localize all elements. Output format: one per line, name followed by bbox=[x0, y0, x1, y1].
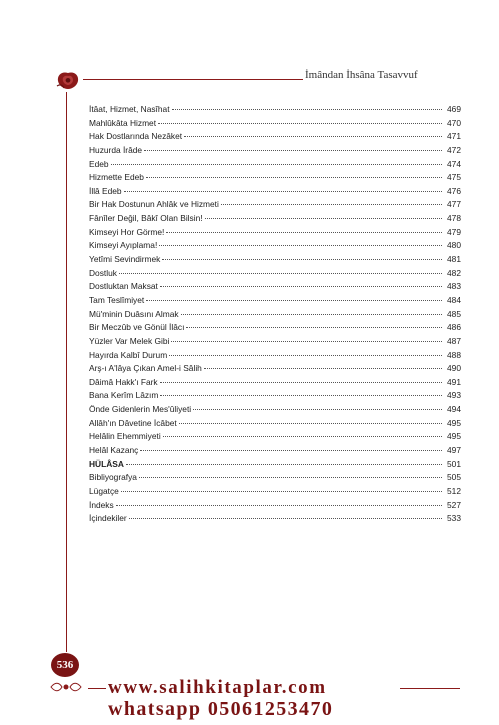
toc-entry bbox=[89, 512, 461, 526]
toc-entry bbox=[89, 144, 461, 158]
toc-entry-page: 495 bbox=[447, 417, 461, 428]
toc-entry-title: Fânîler Değil, Bâkî Olan Bilsin! bbox=[89, 213, 203, 224]
toc-entry-page: 470 bbox=[447, 117, 461, 128]
running-title: İmândan İhsâna Tasavvuf bbox=[305, 69, 418, 81]
toc-leader-dots bbox=[144, 150, 442, 151]
toc-entry bbox=[89, 362, 461, 376]
toc-leader-dots bbox=[146, 177, 442, 178]
toc-entry-title: Hayırda Kalbî Durum bbox=[89, 349, 168, 360]
toc-entry bbox=[89, 335, 461, 349]
toc-entry-page: 495 bbox=[447, 431, 461, 442]
toc-leader-dots bbox=[129, 518, 442, 519]
toc-entry-page: 474 bbox=[447, 158, 461, 169]
toc-entry-title: Bibliyografya bbox=[89, 472, 137, 483]
toc-leader-dots bbox=[139, 477, 442, 478]
whatsapp-contact: whatsapp 05061253470 bbox=[108, 698, 334, 720]
toc-entry-page: 472 bbox=[447, 144, 461, 155]
toc-entry bbox=[89, 444, 461, 458]
toc-entry-page: 505 bbox=[447, 472, 461, 483]
toc-leader-dots bbox=[160, 286, 442, 287]
toc-leader-dots bbox=[160, 395, 442, 396]
toc-leader-dots bbox=[186, 327, 442, 328]
toc-entry bbox=[89, 499, 461, 513]
website-url: www.salihkitaplar.com bbox=[108, 677, 327, 698]
toc-entry bbox=[89, 267, 461, 281]
toc-entry-page: 471 bbox=[447, 131, 461, 142]
toc-leader-dots bbox=[160, 382, 442, 383]
margin-rule bbox=[66, 92, 67, 652]
toc-leader-dots bbox=[169, 355, 442, 356]
toc-entry-page: 469 bbox=[447, 104, 461, 114]
toc-leader-dots bbox=[221, 204, 442, 205]
toc-entry-title: İçindekiler bbox=[89, 513, 127, 524]
toc-entry-page: 512 bbox=[447, 485, 461, 496]
toc-entry bbox=[89, 198, 461, 212]
toc-entry-title: Hizmette Edeb bbox=[89, 172, 144, 183]
floral-ornament-icon bbox=[49, 680, 83, 694]
toc-entry bbox=[89, 253, 461, 267]
toc-leader-dots bbox=[140, 450, 442, 451]
toc-leader-dots bbox=[172, 109, 442, 110]
toc-leader-dots bbox=[158, 123, 442, 124]
toc-leader-dots bbox=[116, 505, 442, 506]
toc-leader-dots bbox=[126, 464, 442, 465]
toc-entry-page: 479 bbox=[447, 226, 461, 237]
toc-entry bbox=[89, 239, 461, 253]
toc-entry-title: Mahlûkâta Hizmet bbox=[89, 117, 157, 128]
toc-entry-page: 488 bbox=[447, 349, 461, 360]
toc-entry-title: İllâ Edeb bbox=[89, 185, 122, 196]
toc-entry-page: 477 bbox=[447, 199, 461, 210]
toc-leader-dots bbox=[205, 218, 442, 219]
toc-entry bbox=[89, 171, 461, 185]
toc-entry bbox=[89, 389, 461, 403]
toc-entry bbox=[89, 294, 461, 308]
toc-entry-page: 484 bbox=[447, 294, 461, 305]
toc-entry-title: İtâat, Hizmet, Nasîhat bbox=[89, 104, 170, 114]
toc-entry bbox=[89, 103, 461, 117]
toc-entry-title: Bana Kerîm Lâzım bbox=[89, 390, 159, 401]
toc-entry-page: 475 bbox=[447, 172, 461, 183]
toc-entry-page: 493 bbox=[447, 390, 461, 401]
toc-entry-title: Yüzler Var Melek Gibi bbox=[89, 335, 170, 346]
toc-entry-page: 533 bbox=[447, 513, 461, 524]
toc-leader-dots bbox=[163, 436, 442, 437]
toc-entry-page: 527 bbox=[447, 499, 461, 510]
toc-entry-title: Tam Teslîmiyet bbox=[89, 294, 145, 305]
toc-leader-dots bbox=[159, 245, 442, 246]
toc-entry-title: Önde Gidenlerin Mes'ûliyeti bbox=[89, 404, 192, 415]
toc-entry bbox=[89, 321, 461, 335]
toc-entry-page: 476 bbox=[447, 185, 461, 196]
toc-leader-dots bbox=[181, 314, 442, 315]
rose-icon bbox=[54, 70, 82, 92]
toc-entry bbox=[89, 471, 461, 485]
toc-entry-title: Kimseyi Hor Görme! bbox=[89, 226, 165, 237]
toc-entry-page: 497 bbox=[447, 445, 461, 456]
toc-entry-title: Dâimâ Hakk'ı Fark bbox=[89, 376, 158, 387]
toc-leader-dots bbox=[121, 491, 442, 492]
toc-entry-page: 494 bbox=[447, 404, 461, 415]
toc-entry-title: Dostluktan Maksat bbox=[89, 281, 158, 292]
toc-entry-title: Helâl Kazanç bbox=[89, 445, 139, 456]
toc-leader-dots bbox=[119, 273, 442, 274]
toc-entry-title: Allâh'ın Dâvetine İcâbet bbox=[89, 417, 177, 428]
toc-entry-title: Edeb bbox=[89, 158, 109, 169]
toc-entry bbox=[89, 185, 461, 199]
toc-entry-page: 501 bbox=[447, 458, 461, 469]
toc-entry-title: Lügatçe bbox=[89, 485, 119, 496]
toc-entry-page: 482 bbox=[447, 267, 461, 278]
toc-entry bbox=[89, 376, 461, 390]
toc-entry-title: Bir Meczûb ve Gönül İlâcı bbox=[89, 322, 185, 333]
toc-leader-dots bbox=[184, 136, 442, 137]
toc-leader-dots bbox=[146, 300, 442, 301]
toc-leader-dots bbox=[162, 259, 442, 260]
toc-entry-page: 478 bbox=[447, 213, 461, 224]
toc-entry bbox=[89, 130, 461, 144]
toc-leader-dots bbox=[193, 409, 442, 410]
toc-entry-title: İndeks bbox=[89, 499, 114, 510]
toc-entry-page: 486 bbox=[447, 322, 461, 333]
toc-leader-dots bbox=[166, 232, 442, 233]
toc-entry bbox=[89, 417, 461, 431]
toc-entry-title: Arş-ı A'lâya Çıkan Amel-i Sâlih bbox=[89, 363, 202, 374]
toc-leader-dots bbox=[179, 423, 442, 424]
toc-entry-title: Mü'minin Duâsını Almak bbox=[89, 308, 179, 319]
footer-rule-left bbox=[88, 688, 106, 689]
header-rule bbox=[83, 79, 303, 80]
toc-entry bbox=[89, 226, 461, 240]
toc-entry-title: Huzurda İrâde bbox=[89, 144, 143, 155]
toc-entry bbox=[89, 280, 461, 294]
toc-entry-page: 490 bbox=[447, 363, 461, 374]
toc-entry bbox=[89, 117, 461, 131]
toc-entry-page: 487 bbox=[447, 335, 461, 346]
footer-rule-right bbox=[400, 688, 460, 689]
toc-entry-title: HÜLÂSA bbox=[89, 458, 124, 469]
toc-entry bbox=[89, 458, 461, 472]
toc-entry-page: 491 bbox=[447, 376, 461, 387]
toc-entry-page: 481 bbox=[447, 254, 461, 265]
toc-leader-dots bbox=[124, 191, 442, 192]
toc-leader-dots bbox=[204, 368, 442, 369]
toc-entry-title: Bir Hak Dostunun Ahlâk ve Hizmeti bbox=[89, 199, 219, 210]
toc-entry bbox=[89, 308, 461, 322]
page-number: 536 bbox=[51, 653, 79, 677]
toc-entry-title: Yetîmi Sevindirmek bbox=[89, 254, 161, 265]
toc-entry bbox=[89, 158, 461, 172]
toc-leader-dots bbox=[171, 341, 442, 342]
toc-entry-title: Dostluk bbox=[89, 267, 117, 278]
toc-leader-dots bbox=[111, 164, 442, 165]
toc-entry bbox=[89, 349, 461, 363]
toc-entry bbox=[89, 403, 461, 417]
toc-entry-title: Hak Dostlarında Nezâket bbox=[89, 131, 183, 142]
toc-entry bbox=[89, 430, 461, 444]
toc-entry bbox=[89, 212, 461, 226]
toc-entry-page: 485 bbox=[447, 308, 461, 319]
toc-entry-title: Kimseyi Ayıplama! bbox=[89, 240, 158, 251]
toc-entry bbox=[89, 485, 461, 499]
table-of-contents bbox=[89, 103, 461, 526]
toc-entry-page: 480 bbox=[447, 240, 461, 251]
toc-entry-title: Helâlin Ehemmiyeti bbox=[89, 431, 161, 442]
toc-entry-page: 483 bbox=[447, 281, 461, 292]
